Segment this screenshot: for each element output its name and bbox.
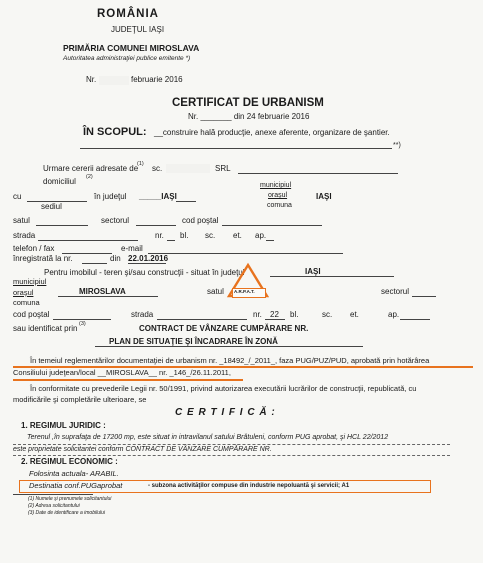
legal-line-1: În temeiul reglementărilor documentaţiei de urbanism nr. _18492_/_2011_, faza PUG/PUZ/PUD, aprobată prin hotărârea — [30, 356, 430, 365]
property-nr-label: nr. — [253, 310, 262, 319]
scope-label: ÎN SCOPUL: — [83, 126, 147, 138]
line-nr-a — [167, 240, 175, 241]
property-bl: bl. — [290, 310, 299, 319]
nr-label-a: nr. — [155, 231, 164, 240]
sc-label-a: sc. — [205, 231, 216, 240]
line-property-judet — [270, 276, 394, 277]
property-sectorul: sectorul — [381, 287, 410, 296]
property-cod-postal: cod poştal — [13, 310, 50, 319]
redacted-company — [166, 164, 210, 173]
property-municipiul: municipiul — [13, 277, 47, 286]
email-label: e-mail — [121, 244, 143, 253]
footnote-1: (1) Numele şi prenumele solicitantului — [28, 496, 112, 502]
comuna-label: comuna — [267, 202, 292, 209]
sup-1: (1) — [137, 161, 144, 167]
applicant-locality: IAŞI — [316, 192, 332, 201]
property-et: et. — [350, 310, 359, 319]
line-email — [148, 253, 343, 254]
regim-juridic-line-2: este proprietate solicitantei conform CONTRACT DE VÂNZARE CUMPĂRARE NR. — [13, 446, 272, 453]
domiciliul-label: domiciliul — [43, 177, 76, 186]
property-intro: Pentru imobilul - teren şi/sau construcţii - situat în judeţul — [44, 268, 245, 277]
property-locality: MIROSLAVA — [79, 287, 126, 296]
line-property-cod — [53, 319, 111, 320]
property-sc: sc. — [322, 310, 333, 319]
line-property-locality — [58, 296, 158, 297]
line-property-ap — [400, 319, 430, 320]
orasul-label: oraşul — [268, 192, 288, 199]
sectorul-label: sectorul — [101, 216, 130, 225]
line-property-nr — [265, 319, 285, 320]
applicant-srl: SRL — [215, 164, 231, 173]
strada-label: strada — [13, 231, 36, 240]
footnote-2: (2) Adresa solicitantului — [28, 503, 80, 509]
property-ap: ap. — [388, 310, 400, 319]
redacted-number — [99, 76, 129, 85]
line-ap-a — [266, 240, 274, 241]
line-date — [128, 263, 166, 264]
line-satul — [36, 225, 88, 226]
in-judetul-label: în judeţul — [94, 192, 127, 201]
satul-label: satul — [13, 216, 30, 225]
inregistrata-label: înregistrată la nr. — [13, 254, 73, 263]
plan-ref: PLAN DE SITUAŢIE ŞI ÎNCADRARE ÎN ZONĂ — [109, 337, 278, 346]
sup-2: (2) — [86, 174, 93, 180]
legal-line-3: În conformitate cu prevederile Legii nr. 50/1991, privind autorizarea executării lucrărilor de construcţii, republicată, cu — [30, 384, 417, 393]
dashed-line-1 — [13, 444, 450, 445]
line-applicant — [238, 173, 398, 174]
applicant-intro: Urmare cererii adresate de — [43, 164, 139, 173]
footnote-3: (3) Date de identificare a imobilului — [28, 510, 105, 516]
property-comuna: comuna — [13, 298, 40, 307]
regim-juridic-line-1: Terenul ,în suprafaţa de 17200 mp, este situat in intravilanul satului Brătuleni, conform PUG aprobat, şi HCL 22/2012 — [27, 434, 389, 441]
sup-3: (3) — [79, 321, 86, 327]
line-property-strada — [157, 319, 247, 320]
footnote-separator — [13, 494, 93, 495]
line-inreg-nr — [82, 263, 107, 264]
legal-line-4: modificările şi completările ulterioare, se — [13, 395, 147, 404]
et-label-a: et. — [233, 231, 242, 240]
regim-economic-line-2b: - subzona activităţilor compuse din industrie nepoluantă şi servicii; A1 — [148, 483, 350, 489]
property-judet: IAŞI — [305, 267, 321, 276]
scope-underline — [80, 148, 392, 149]
authority-note: Autoritatea administraţiei publice emitente *) — [63, 55, 191, 62]
highlight-underline-2 — [13, 379, 243, 381]
telefon-label: telefon / fax — [13, 244, 55, 253]
document-title: CERTIFICAT DE URBANISM — [172, 97, 324, 109]
contract-ref: CONTRACT DE VÂNZARE CUMPĂRARE NR. — [139, 324, 309, 333]
request-date: 22.01.2016 — [128, 254, 169, 263]
nr-label: Nr. — [86, 75, 97, 84]
county-name: JUDEŢUL IAŞI — [111, 25, 165, 34]
line-property-sectorul — [412, 296, 436, 297]
cu-label: cu — [13, 192, 22, 201]
property-satul: satul — [207, 287, 224, 296]
regim-economic-line-1: Folosinta actuala- ARABIL. — [29, 469, 119, 478]
ap-label-a: ap. — [255, 231, 267, 240]
property-strada: strada — [131, 310, 154, 319]
scope-end-mark: **) — [393, 142, 401, 149]
stamp-label: A.R.P.A.T. — [234, 289, 255, 294]
cod-postal-label: cod poştal — [182, 216, 219, 225]
dashed-line-2 — [13, 455, 450, 456]
sediul-label: sediul — [41, 202, 62, 211]
regim-economic-line-2a: Destinatia conf.PUGaprobat — [29, 481, 123, 490]
scope-text: __construire hală producţie, anexe aferente, organizare de şantier. — [154, 128, 390, 137]
identificat-label: sau identificat prin — [13, 324, 78, 333]
authority-name: PRIMĂRIA COMUNEI MIROSLAVA — [63, 43, 200, 53]
line-identificat — [95, 346, 363, 347]
regim-juridic-title: 1. REGIMUL JURIDIC : — [21, 421, 106, 430]
country-name: ROMÂNIA — [97, 8, 159, 20]
regim-economic-title: 2. REGIMUL ECONOMIC : — [21, 457, 118, 466]
legal-line-2: Consiliului judeţean/local __MIROSLAVA__ nr. _146_/26.11.2011, — [13, 368, 231, 377]
certifica-heading: C E R T I F I C Ă : — [175, 407, 276, 418]
certificate-number: Nr. _______ din 24 februarie 2016 — [188, 112, 310, 121]
din-label: din — [110, 254, 121, 263]
line-sectorul — [136, 225, 176, 226]
municipiul-label: municipiul — [260, 182, 292, 189]
line-strada — [38, 240, 138, 241]
line-judet-end — [176, 201, 196, 202]
property-nr-value: 22 — [270, 310, 279, 319]
line-cod-postal — [222, 225, 322, 226]
applicant-sc: sc. — [152, 164, 163, 173]
applicant-judet: _____IAŞI — [139, 192, 177, 201]
nr-date: februarie 2016 — [131, 75, 183, 84]
property-orasul: oraşul — [13, 288, 34, 297]
bl-label-a: bl. — [180, 231, 189, 240]
